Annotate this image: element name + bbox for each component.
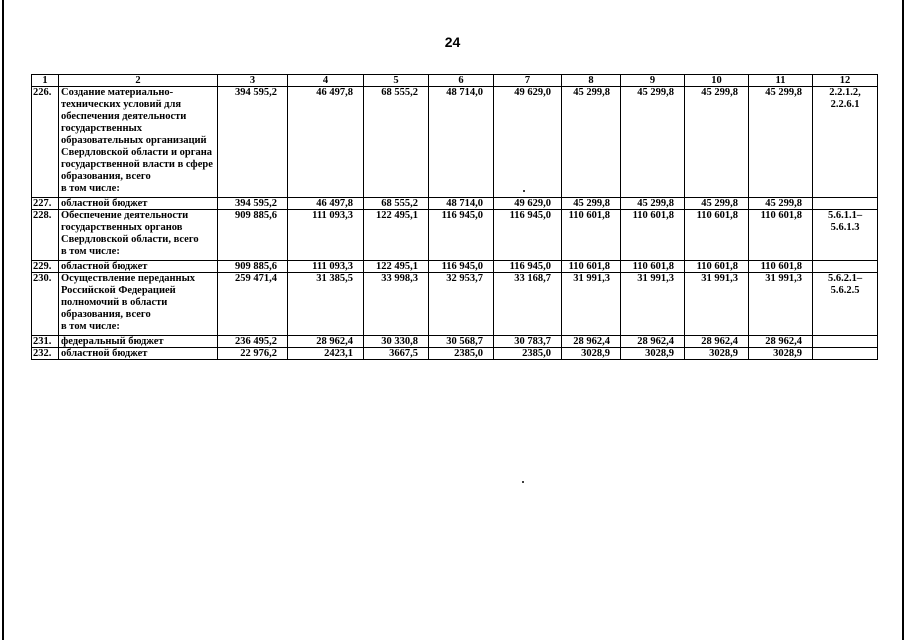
value-cell: 48 714,0 xyxy=(429,87,494,198)
value-cell: 3028,9 xyxy=(685,348,749,360)
value-cell: 111 093,3 xyxy=(288,261,364,273)
scan-speck xyxy=(522,481,524,483)
value-cell: 31 385,5 xyxy=(288,273,364,336)
value-cell: 49 629,0 xyxy=(494,198,562,210)
value-cell: 31 991,3 xyxy=(562,273,621,336)
value-cell: 31 991,3 xyxy=(685,273,749,336)
row-number: 231. xyxy=(32,336,59,348)
value-cell: 22 976,2 xyxy=(218,348,288,360)
value-cell: 45 299,8 xyxy=(562,87,621,198)
table-header-row xyxy=(32,75,878,87)
value-cell: 259 471,4 xyxy=(218,273,288,336)
value-cell: 110 601,8 xyxy=(562,210,621,261)
reference-cell xyxy=(813,261,878,273)
scan-frame-left xyxy=(2,0,4,640)
value-cell: 68 555,2 xyxy=(364,87,429,198)
row-name: Осуществление переданных Российской Федерацией полномочий в области образования, всего в том числе: xyxy=(59,273,218,336)
column-header: 4 xyxy=(288,75,364,87)
column-header: 12 xyxy=(813,75,878,87)
value-cell: 394 595,2 xyxy=(218,198,288,210)
row-name: Обеспечение деятельности государственных органов Свердловской области, всего в том числе: xyxy=(59,210,218,261)
row-number: 226. xyxy=(32,87,59,198)
column-header: 5 xyxy=(364,75,429,87)
value-cell: 110 601,8 xyxy=(621,210,685,261)
row-name: Создание материально-технических условий для обеспечения деятельности государственных образовательных организаций Свердловской области и органа государственной власти в сфере образования, всего в том числе: xyxy=(59,87,218,198)
reference-cell xyxy=(813,198,878,210)
table-row xyxy=(32,336,878,348)
row-number: 230. xyxy=(32,273,59,336)
value-cell: 30 330,8 xyxy=(364,336,429,348)
value-cell: 45 299,8 xyxy=(749,198,813,210)
value-cell: 30 783,7 xyxy=(494,336,562,348)
table-row xyxy=(32,273,878,336)
reference-cell: 5.6.1.1– 5.6.1.3 xyxy=(813,210,878,261)
value-cell: 110 601,8 xyxy=(621,261,685,273)
column-header: 9 xyxy=(621,75,685,87)
column-header: 2 xyxy=(59,75,218,87)
table-row xyxy=(32,210,878,261)
value-cell: 31 991,3 xyxy=(749,273,813,336)
value-cell: 28 962,4 xyxy=(685,336,749,348)
scan-speck xyxy=(523,190,525,192)
row-number: 232. xyxy=(32,348,59,360)
value-cell: 110 601,8 xyxy=(685,210,749,261)
value-cell: 3028,9 xyxy=(749,348,813,360)
value-cell: 110 601,8 xyxy=(749,210,813,261)
value-cell: 33 168,7 xyxy=(494,273,562,336)
value-cell: 394 595,2 xyxy=(218,87,288,198)
value-cell: 68 555,2 xyxy=(364,198,429,210)
value-cell: 116 945,0 xyxy=(429,210,494,261)
column-header: 7 xyxy=(494,75,562,87)
value-cell: 45 299,8 xyxy=(621,198,685,210)
value-cell: 28 962,4 xyxy=(621,336,685,348)
value-cell: 111 093,3 xyxy=(288,210,364,261)
value-cell: 110 601,8 xyxy=(562,261,621,273)
value-cell: 236 495,2 xyxy=(218,336,288,348)
reference-cell xyxy=(813,348,878,360)
value-cell: 46 497,8 xyxy=(288,87,364,198)
row-number: 228. xyxy=(32,210,59,261)
table-row xyxy=(32,348,878,360)
value-cell: 122 495,1 xyxy=(364,261,429,273)
row-name: областной бюджет xyxy=(59,198,218,210)
reference-cell: 5.6.2.1– 5.6.2.5 xyxy=(813,273,878,336)
table-row xyxy=(32,198,878,210)
value-cell: 2385,0 xyxy=(494,348,562,360)
value-cell: 2423,1 xyxy=(288,348,364,360)
value-cell: 122 495,1 xyxy=(364,210,429,261)
row-name: областной бюджет xyxy=(59,261,218,273)
column-header: 1 xyxy=(32,75,59,87)
reference-cell xyxy=(813,336,878,348)
value-cell: 2385,0 xyxy=(429,348,494,360)
column-header: 3 xyxy=(218,75,288,87)
table-row xyxy=(32,87,878,198)
value-cell: 3667,5 xyxy=(364,348,429,360)
value-cell: 116 945,0 xyxy=(429,261,494,273)
reference-cell: 2.2.1.2, 2.2.6.1 xyxy=(813,87,878,198)
value-cell: 45 299,8 xyxy=(749,87,813,198)
column-header: 8 xyxy=(562,75,621,87)
column-header: 6 xyxy=(429,75,494,87)
value-cell: 45 299,8 xyxy=(685,198,749,210)
value-cell: 45 299,8 xyxy=(562,198,621,210)
value-cell: 32 953,7 xyxy=(429,273,494,336)
value-cell: 110 601,8 xyxy=(685,261,749,273)
value-cell: 33 998,3 xyxy=(364,273,429,336)
value-cell: 3028,9 xyxy=(562,348,621,360)
value-cell: 3028,9 xyxy=(621,348,685,360)
page-number: 24 xyxy=(444,34,461,50)
value-cell: 909 885,6 xyxy=(218,261,288,273)
value-cell: 28 962,4 xyxy=(562,336,621,348)
value-cell: 116 945,0 xyxy=(494,210,562,261)
value-cell: 46 497,8 xyxy=(288,198,364,210)
value-cell: 116 945,0 xyxy=(494,261,562,273)
budget-table xyxy=(31,74,878,360)
value-cell: 110 601,8 xyxy=(749,261,813,273)
value-cell: 48 714,0 xyxy=(429,198,494,210)
scan-frame-right xyxy=(902,0,904,640)
value-cell: 31 991,3 xyxy=(621,273,685,336)
value-cell: 30 568,7 xyxy=(429,336,494,348)
table-row xyxy=(32,261,878,273)
row-number: 227. xyxy=(32,198,59,210)
row-name: областной бюджет xyxy=(59,348,218,360)
column-header: 11 xyxy=(749,75,813,87)
value-cell: 45 299,8 xyxy=(685,87,749,198)
row-number: 229. xyxy=(32,261,59,273)
value-cell: 909 885,6 xyxy=(218,210,288,261)
value-cell: 28 962,4 xyxy=(749,336,813,348)
value-cell: 28 962,4 xyxy=(288,336,364,348)
row-name: федеральный бюджет xyxy=(59,336,218,348)
value-cell: 49 629,0 xyxy=(494,87,562,198)
value-cell: 45 299,8 xyxy=(621,87,685,198)
column-header: 10 xyxy=(685,75,749,87)
